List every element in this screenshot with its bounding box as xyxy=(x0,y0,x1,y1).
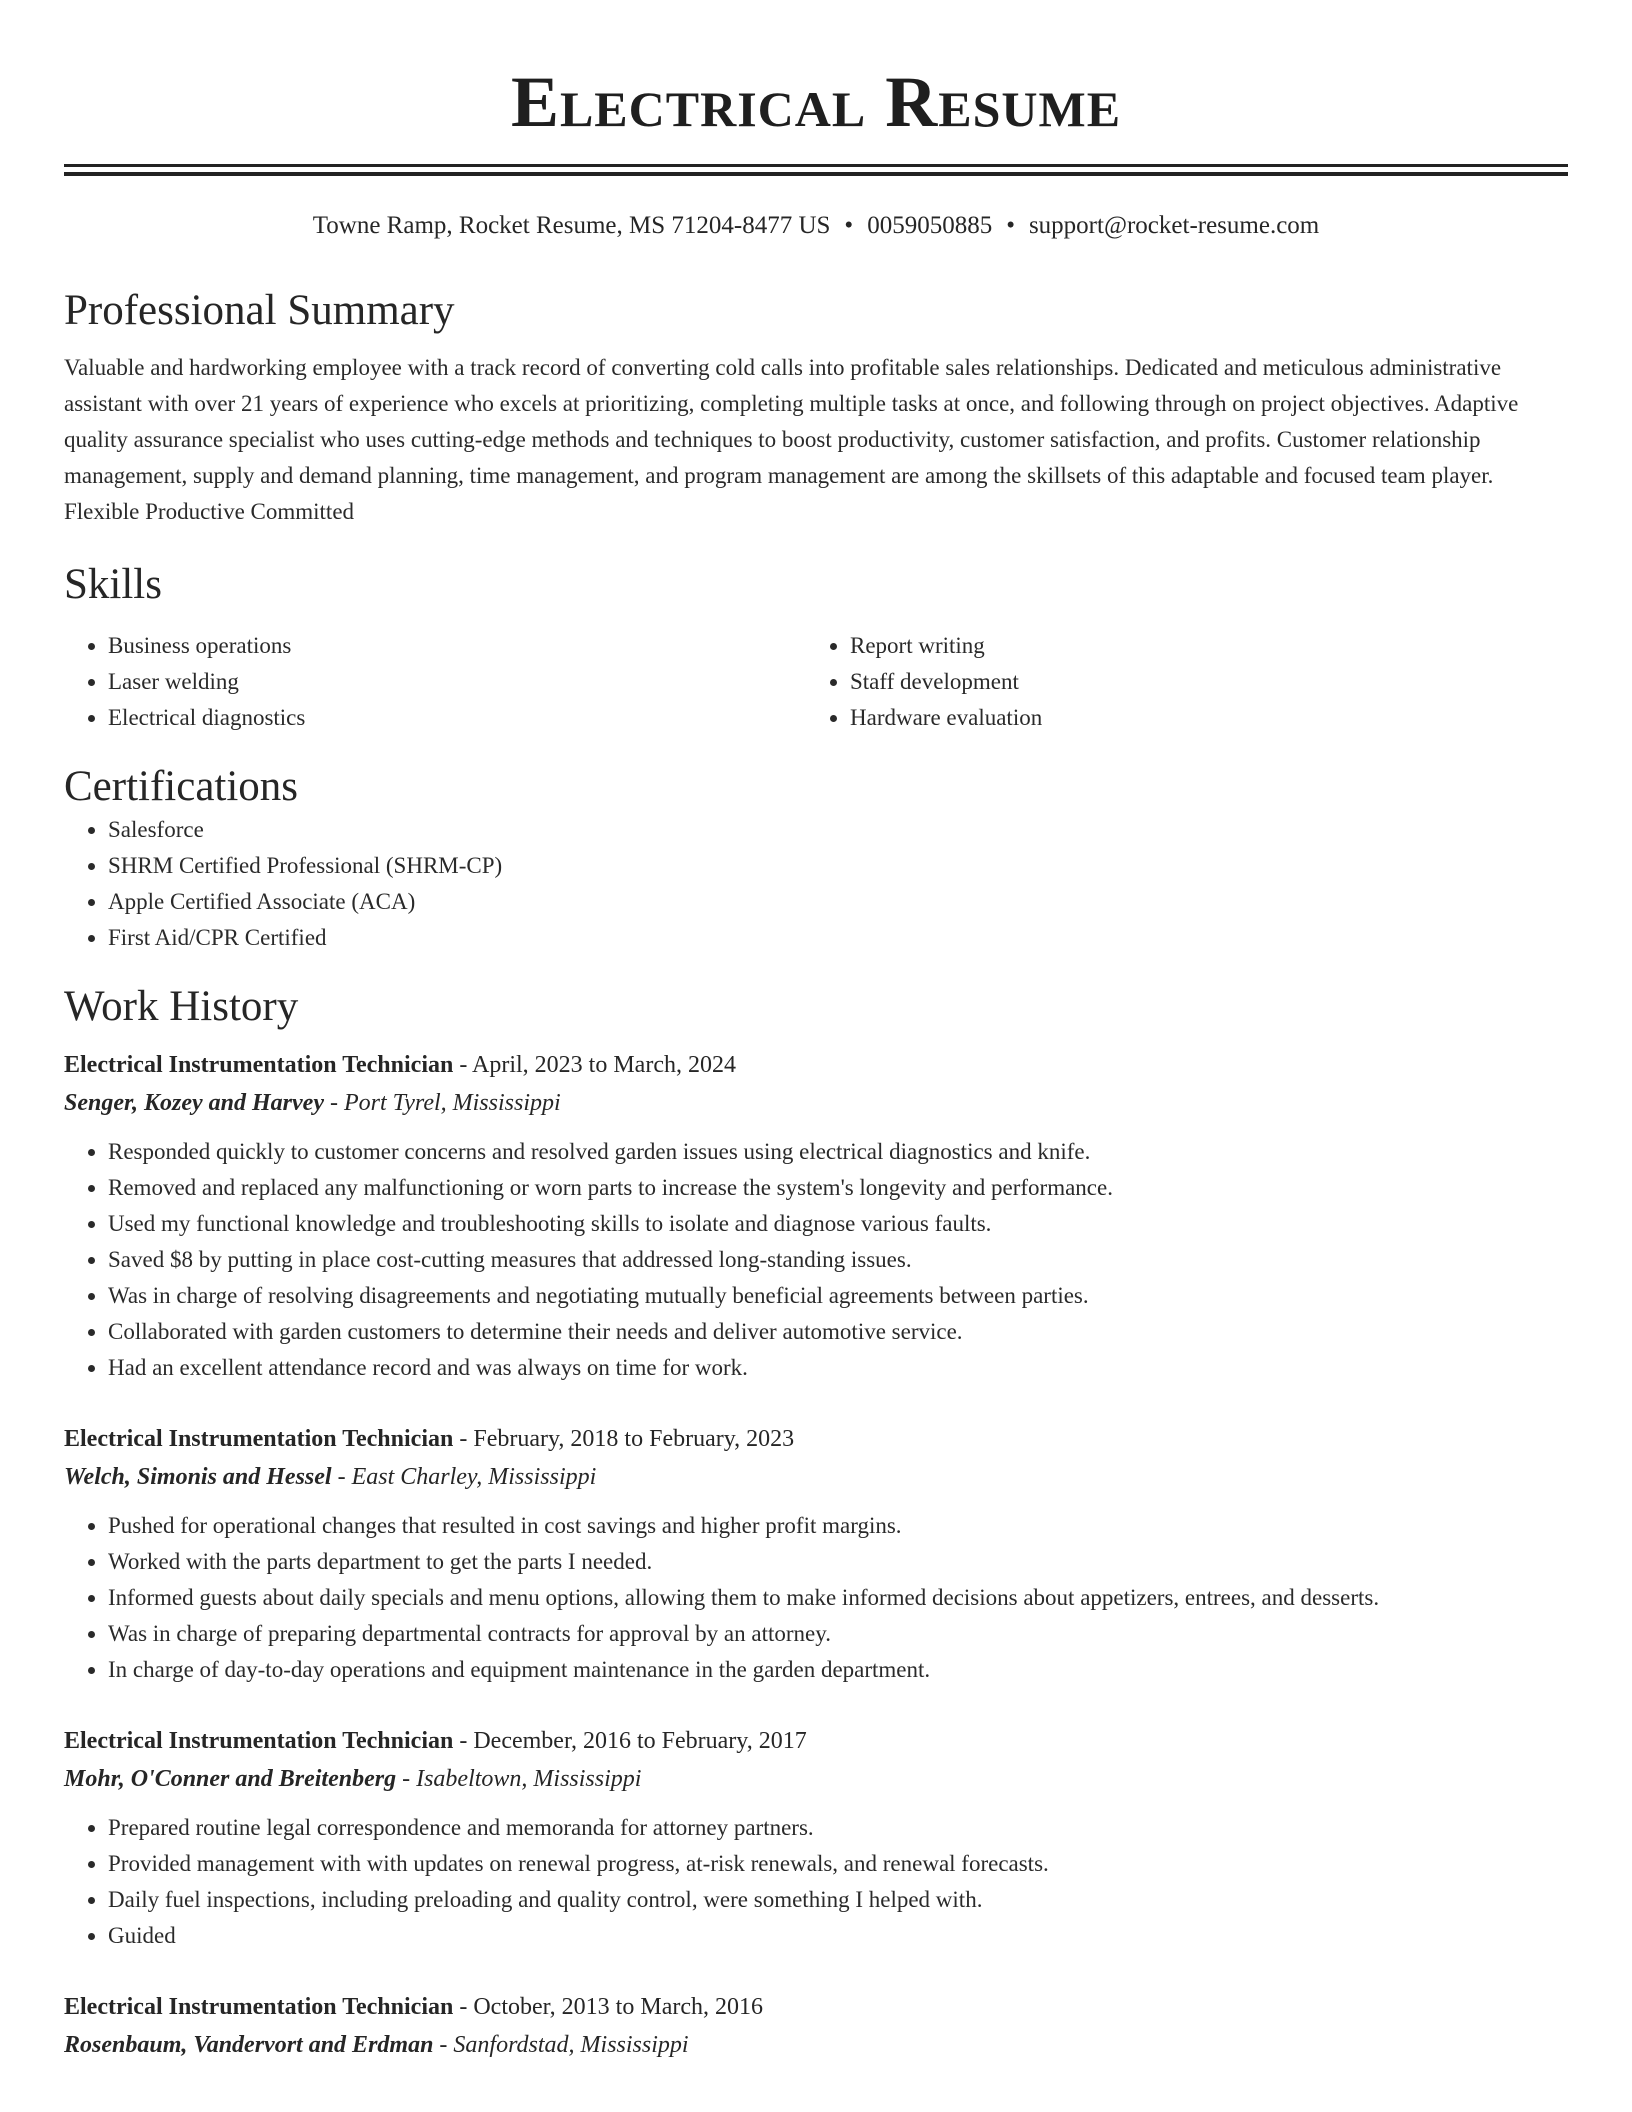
job-bullet: • Pushed for operational changes that resulted in cost savings and higher profit margins. xyxy=(108,1508,1568,1544)
certification-item: • Salesforce xyxy=(108,812,1568,848)
job-bullet: • Prepared routine legal correspondence and memoranda for attorney partners. xyxy=(108,1810,1568,1846)
contact-phone: 0059050885 xyxy=(867,212,993,239)
job-bullet: • Collaborated with garden customers to determine their needs and deliver automotive service. xyxy=(108,1314,1568,1350)
job-bullets xyxy=(64,1134,1568,1386)
job-company: Senger, Kozey and Harvey xyxy=(64,1090,324,1116)
job-bullets xyxy=(64,1810,1568,1954)
job-location: Sanfordstad, Mississippi xyxy=(453,2032,689,2058)
job-bullet: • Was in charge of preparing departmental contracts for approval by an attorney. xyxy=(108,1616,1568,1652)
job-bullet: • Responded quickly to customer concerns and resolved garden issues using electrical diagnostics and knife. xyxy=(108,1134,1568,1170)
job-title-line xyxy=(64,1722,1568,1760)
contact-line xyxy=(64,210,1568,242)
job-bullet: • Had an excellent attendance record and was always on time for work. xyxy=(108,1350,1568,1386)
contact-separator: • xyxy=(844,212,854,239)
job-dash: - xyxy=(453,1426,474,1452)
job-company-line xyxy=(64,1084,1568,1122)
job-title-line xyxy=(64,1988,1568,2026)
job-bullet: • Removed and replaced any malfunctioning or worn parts to increase the system's longevity and performance. xyxy=(108,1170,1568,1206)
job-bullet: • Was in charge of resolving disagreements and negotiating mutually beneficial agreements between parties. xyxy=(108,1278,1568,1314)
summary-text: Valuable and hardworking employee with a track record of converting cold calls into profitable sales relationships. Dedicated and meticulous administrative assistant with over 21 years of experience who excels at prioritizing, completing multiple tasks at once, and following through on project objectives. Adaptive quality assurance specialist who uses cutting-edge methods and techniques to boost productivity, customer satisfaction, and profits. Customer relationship management, supply and demand planning, time management, and program management are among the skillsets of this adaptable and focused team player. Flexible Productive Committed xyxy=(64,355,1519,524)
certification-item: • First Aid/CPR Certified xyxy=(108,920,1568,956)
skill-item: • Staff development xyxy=(850,664,1548,700)
job-location: Port Tyrel, Mississippi xyxy=(343,1090,561,1116)
skill-item: • Electrical diagnostics xyxy=(108,700,806,736)
job-dash: - xyxy=(453,1994,474,2020)
summary-heading: Professional Summary xyxy=(64,287,455,334)
skills-left-list xyxy=(64,628,806,736)
job-location: Isabeltown, Mississippi xyxy=(416,1766,642,1792)
job-bullet: • Informed guests about daily specials and menu options, allowing them to make informed decisions about appetizers, entrees, and desserts. xyxy=(108,1580,1568,1616)
job-company: Welch, Simonis and Hessel xyxy=(64,1464,332,1490)
job-title: Electrical Instrumentation Technician xyxy=(64,1728,454,1754)
skill-item: • Business operations xyxy=(108,628,806,664)
job-dates: February, 2018 to February, 2023 xyxy=(473,1426,795,1452)
job-bullet: • In charge of day-to-day operations and equipment maintenance in the garden department. xyxy=(108,1652,1568,1688)
job-entry xyxy=(64,1046,1568,1386)
resume-page xyxy=(64,0,1568,2064)
job-dates: October, 2013 to March, 2016 xyxy=(473,1994,763,2020)
contact-separator: • xyxy=(1006,212,1015,239)
job-location: East Charley, Mississippi xyxy=(351,1464,597,1490)
job-company: Mohr, O'Conner and Breitenberg xyxy=(64,1766,397,1792)
skill-item: • Report writing xyxy=(850,628,1548,664)
job-bullet: • Daily fuel inspections, including preloading and quality control, were something I helped with. xyxy=(108,1882,1568,1918)
job-entry xyxy=(64,1988,1568,2064)
job-company: Rosenbaum, Vandervort and Erdman xyxy=(64,2032,434,2058)
skill-item: • Hardware evaluation xyxy=(850,700,1548,736)
job-company-line xyxy=(64,1760,1568,1798)
job-dates: December, 2016 to February, 2017 xyxy=(473,1728,807,1754)
job-dash: - xyxy=(331,1464,352,1490)
job-dates: April, 2023 to March, 2024 xyxy=(472,1052,736,1078)
job-bullet: • Saved $8 by putting in place cost-cutting measures that addressed long-standing issues. xyxy=(108,1242,1568,1278)
job-title-line xyxy=(64,1420,1568,1458)
job-title-line xyxy=(64,1046,1568,1084)
job-bullet: • Worked with the parts department to get the parts I needed. xyxy=(108,1544,1568,1580)
job-entry xyxy=(64,1722,1568,1954)
job-company-line xyxy=(64,2026,1568,2064)
job-dash: - xyxy=(453,1728,474,1754)
job-title: Electrical Instrumentation Technician xyxy=(64,1052,454,1078)
certification-item: • Apple Certified Associate (ACA) xyxy=(108,884,1568,920)
certification-item: • SHRM Certified Professional (SHRM-CP) xyxy=(108,848,1568,884)
job-company-line xyxy=(64,1458,1568,1496)
job-dash: - xyxy=(433,2032,454,2058)
job-entry xyxy=(64,1420,1568,1688)
skills-heading: Skills xyxy=(64,561,162,608)
job-title: Electrical Instrumentation Technician xyxy=(64,1426,454,1452)
job-title: Electrical Instrumentation Technician xyxy=(64,1994,454,2020)
resume-title: Electrical Resume xyxy=(510,62,1122,142)
title-divider-top xyxy=(64,164,1568,167)
job-bullet: • Used my functional knowledge and troubleshooting skills to isolate and diagnose various faults. xyxy=(108,1206,1568,1242)
contact-email: support@rocket-resume.com xyxy=(1028,212,1320,239)
job-bullet: • Guided xyxy=(108,1918,1568,1954)
title-divider-bottom xyxy=(64,172,1568,176)
certifications-list xyxy=(64,812,1568,956)
certifications-heading: Certifications xyxy=(64,763,299,810)
job-dash: - xyxy=(453,1052,473,1078)
job-bullet: • Provided management with with updates on renewal progress, at-risk renewals, and renewal forecasts. xyxy=(108,1846,1568,1882)
job-dash: - xyxy=(396,1766,417,1792)
skills-columns xyxy=(64,628,1568,736)
skill-item: • Laser welding xyxy=(108,664,806,700)
contact-address: Towne Ramp, Rocket Resume, MS 71204-8477 US xyxy=(312,212,831,239)
job-dash: - xyxy=(323,1090,344,1116)
job-bullets xyxy=(64,1508,1568,1688)
work-history-heading: Work History xyxy=(64,983,299,1030)
skills-right-list xyxy=(806,628,1548,736)
